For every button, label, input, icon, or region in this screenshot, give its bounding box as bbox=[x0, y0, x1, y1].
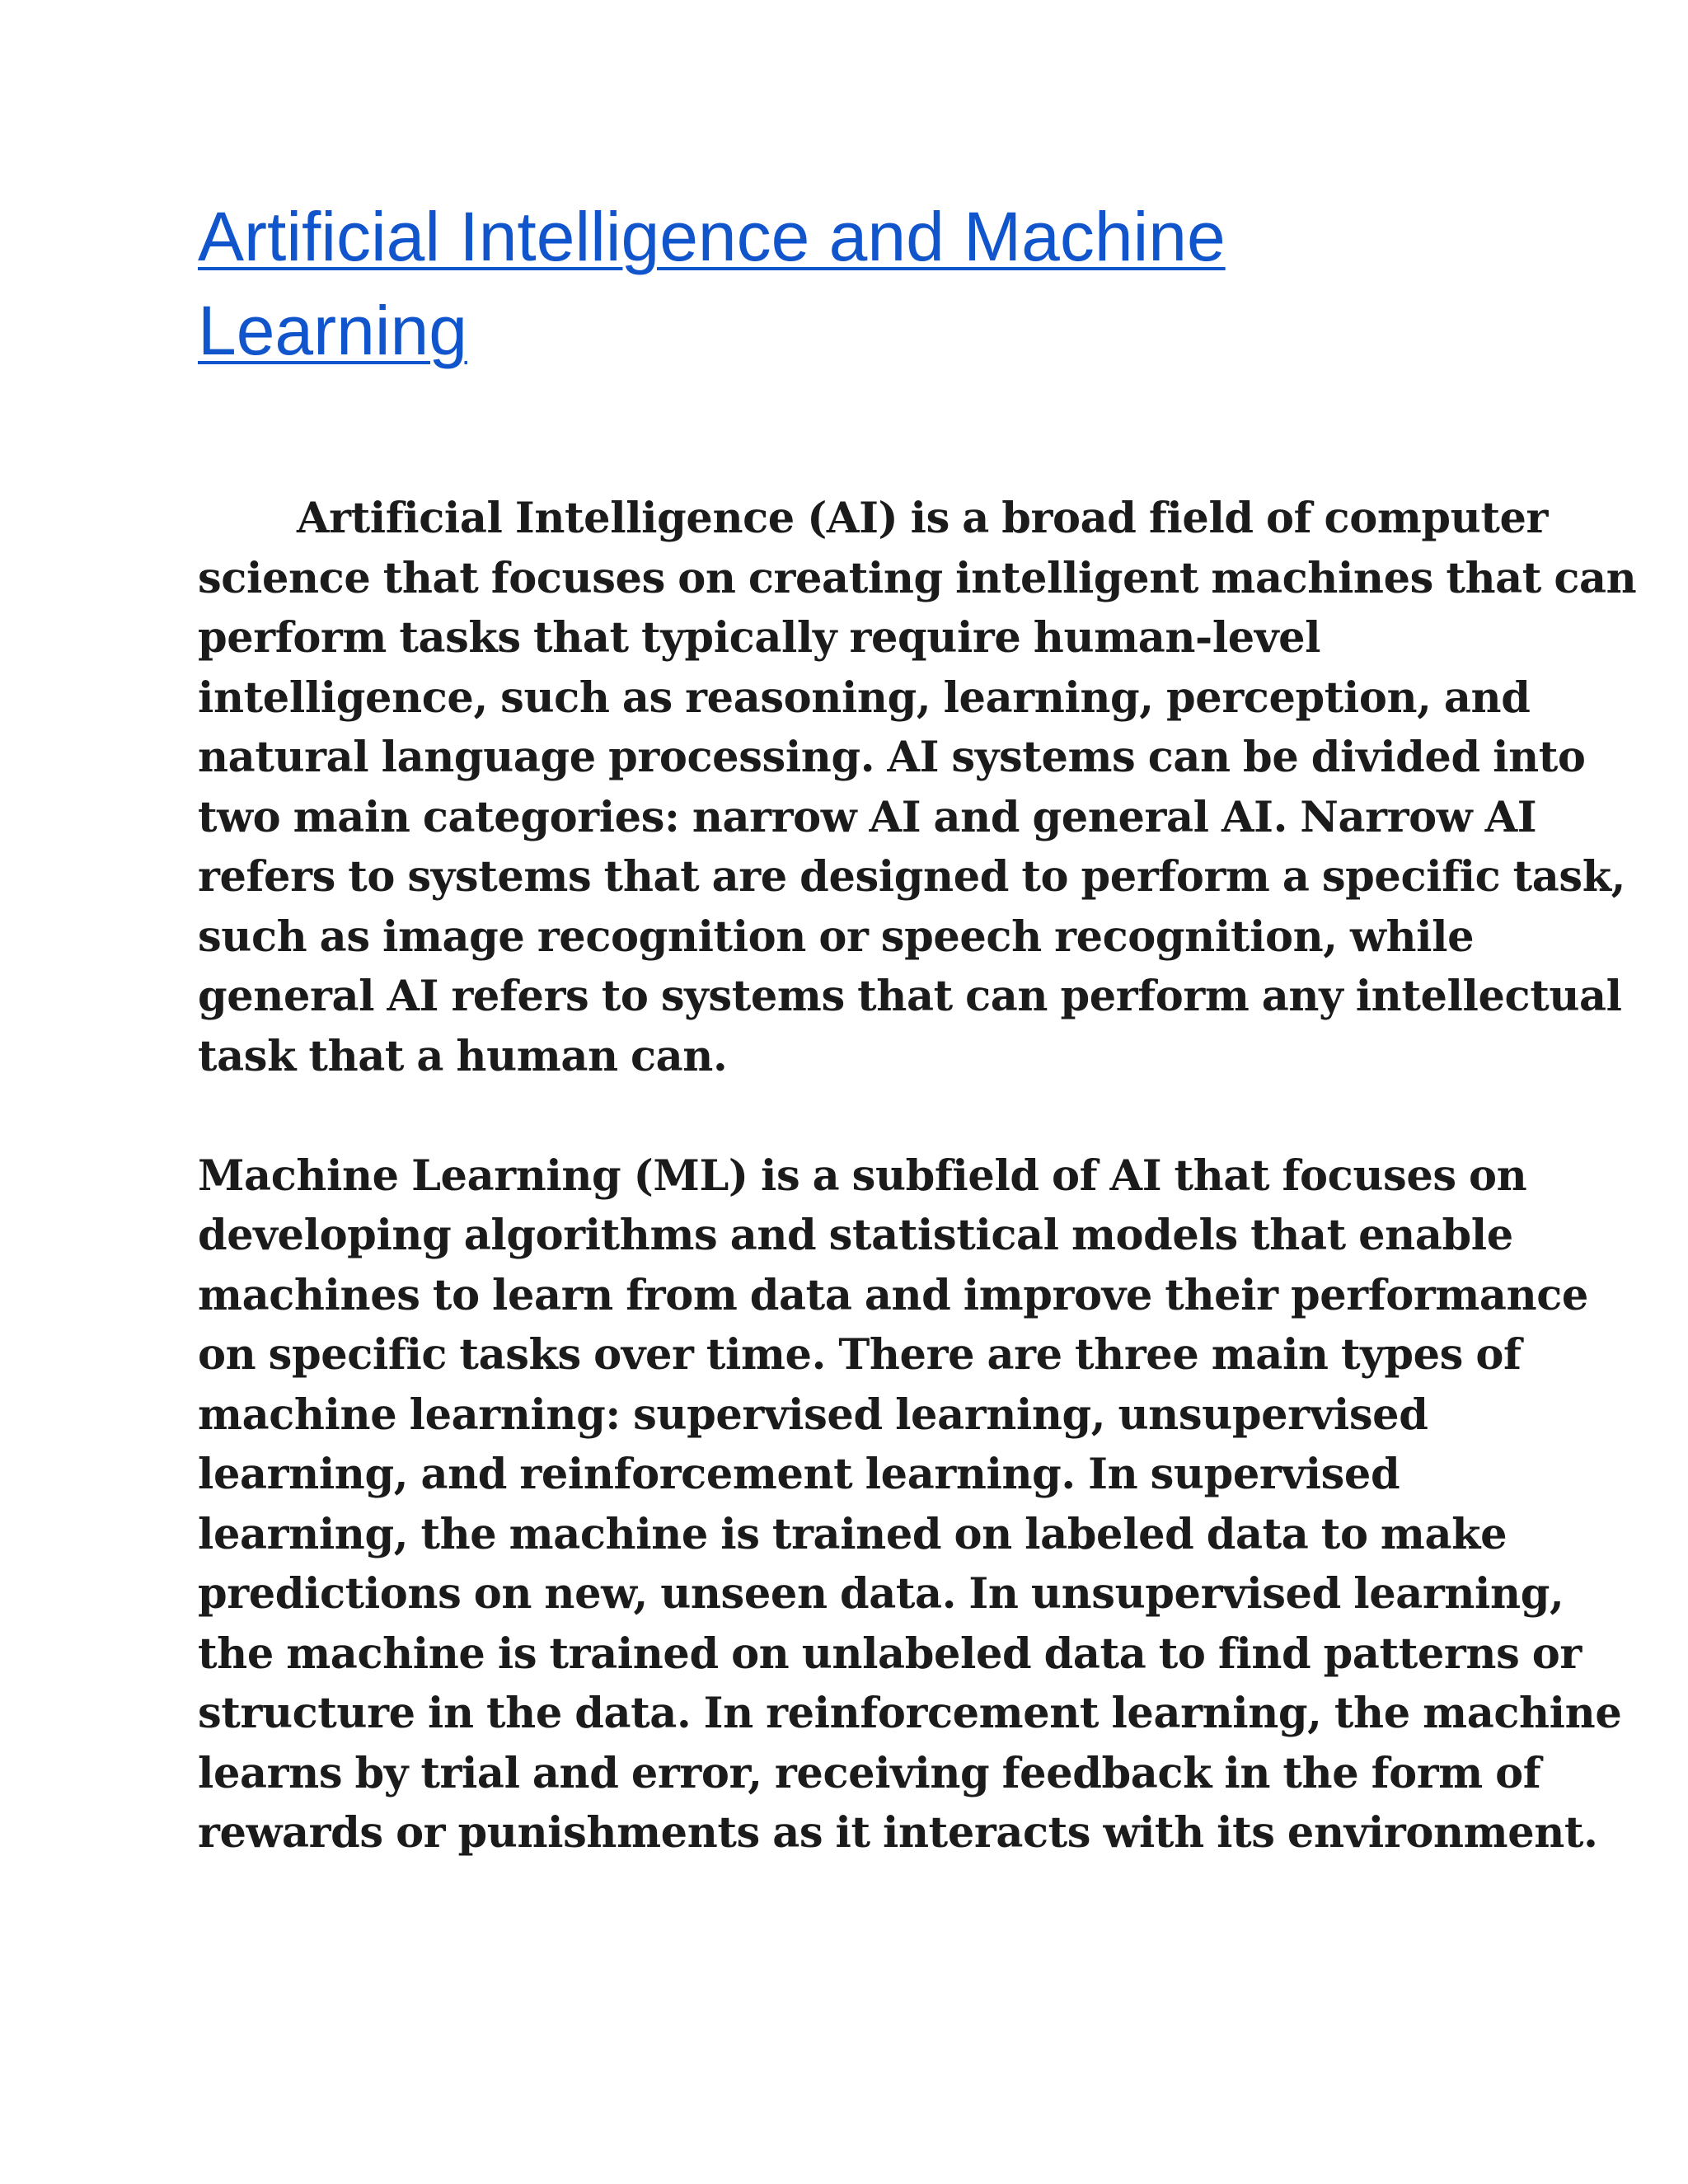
document-title-link[interactable] bbox=[198, 190, 1500, 377]
paragraph-line: the machine is trained on unlabeled data to find patterns or bbox=[198, 1629, 1582, 1679]
paragraph-line: perform tasks that typically require human-level bbox=[198, 613, 1321, 663]
paragraph-line: refers to systems that are designed to perform a specific task, bbox=[198, 852, 1626, 902]
paragraph-line: such as image recognition or speech recognition, while bbox=[198, 912, 1475, 962]
paragraph-line: machines to learn from data and improve their performance bbox=[198, 1270, 1588, 1320]
paragraph-line: rewards or punishments as it interacts with its environment. bbox=[198, 1808, 1598, 1858]
paragraph-line: natural language processing. AI systems can be divided into bbox=[198, 733, 1586, 782]
paragraph-line: learns by trial and error, receiving feedback in the form of bbox=[198, 1748, 1541, 1798]
paragraph-line: machine learning: supervised learning, unsupervised bbox=[198, 1390, 1428, 1440]
paragraph-line: task that a human can. bbox=[198, 1031, 728, 1081]
document-body bbox=[198, 190, 1637, 1863]
paragraph-ai bbox=[198, 489, 1637, 1086]
paragraph-line: intelligence, such as reasoning, learning, perception, and bbox=[198, 673, 1531, 723]
paragraph-line: two main categories: narrow AI and general AI. Narrow AI bbox=[198, 792, 1537, 842]
paragraph-line: structure in the data. In reinforcement learning, the machine bbox=[198, 1689, 1622, 1738]
paragraph-line: predictions on new, unseen data. In unsupervised learning, bbox=[198, 1569, 1564, 1619]
paragraph-line: learning, and reinforcement learning. In supervised bbox=[198, 1450, 1400, 1499]
paragraph-line: developing algorithms and statistical models that enable bbox=[198, 1211, 1513, 1260]
title-line-2: Learning bbox=[198, 292, 467, 369]
paragraph-line: general AI refers to systems that can perform any intellectual bbox=[198, 972, 1622, 1021]
title-line-1: Artificial Intelligence and Machine bbox=[198, 198, 1226, 275]
paragraph-line: Machine Learning (ML) is a subfield of AI that focuses on bbox=[198, 1151, 1527, 1201]
paragraph-line: science that focuses on creating intelligent machines that can bbox=[198, 553, 1637, 603]
paragraph-line: on specific tasks over time. There are three main types of bbox=[198, 1330, 1522, 1380]
paragraph-line: learning, the machine is trained on labeled data to make bbox=[198, 1509, 1507, 1559]
paragraph-line: Artificial Intelligence (AI) is a broad field of computer bbox=[297, 494, 1548, 543]
paragraph-ml bbox=[198, 1146, 1622, 1863]
